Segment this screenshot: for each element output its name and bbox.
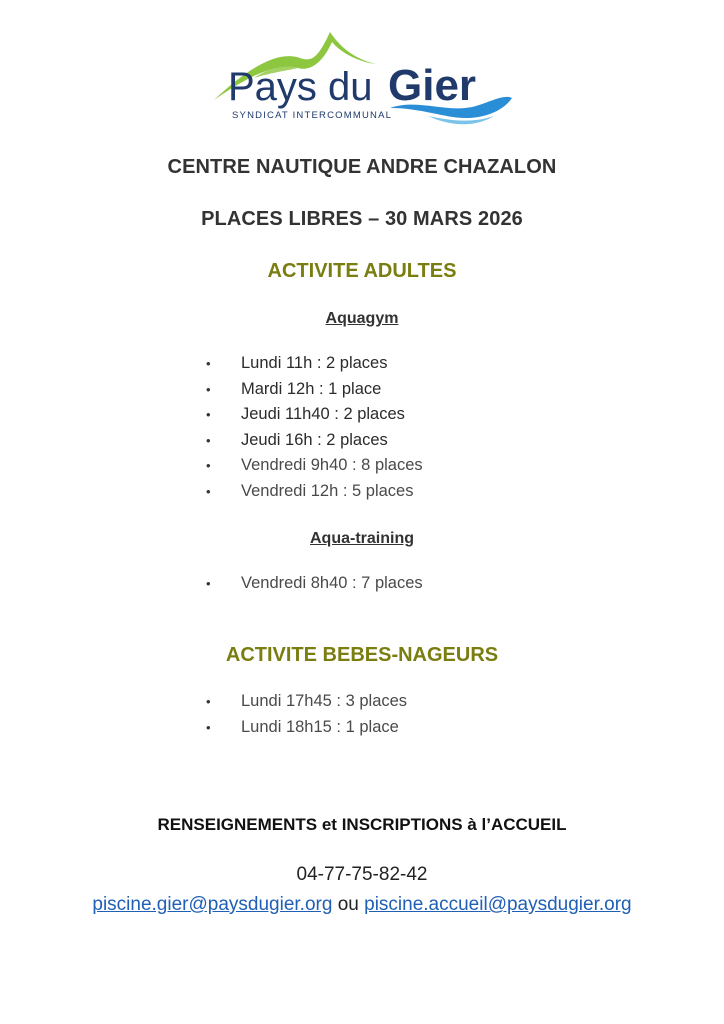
slot-text: Lundi 11h : 2 places xyxy=(241,354,388,372)
logo-text-pays-du: Pays du xyxy=(228,65,373,109)
email-link-gier[interactable]: piscine.gier@paysdugier.org xyxy=(92,894,333,915)
slot-text: Lundi 18h15 : 1 place xyxy=(241,717,399,736)
list-item xyxy=(0,402,423,428)
slot-text: Vendredi 8h40 : 7 places xyxy=(241,574,423,592)
email-line xyxy=(0,894,724,916)
bullet-icon: • xyxy=(206,381,211,397)
bullet-icon: • xyxy=(206,458,211,474)
section-heading-adults: ACTIVITE ADULTES xyxy=(267,260,457,282)
page-title: CENTRE NAUTIQUE ANDRE CHAZALON xyxy=(167,156,557,178)
list-item xyxy=(0,428,423,454)
slot-text: Jeudi 11h40 : 2 places xyxy=(241,405,405,424)
subsection-title-aquagym: Aquagym xyxy=(325,310,399,327)
list-item xyxy=(0,689,407,715)
bullet-icon: • xyxy=(206,432,211,448)
logo-text-gier: Gier xyxy=(388,61,477,110)
aquagym-slot-list xyxy=(0,351,423,505)
slot-text: Mardi 12h : 1 place xyxy=(241,379,382,398)
logo-tagline: SYNDICAT INTERCOMMUNAL xyxy=(232,110,393,121)
list-item xyxy=(0,453,423,479)
bullet-icon: • xyxy=(206,719,211,735)
slot-text: Vendredi 12h : 5 places xyxy=(241,481,414,500)
list-item xyxy=(0,377,423,403)
subsection-title-aquatraining: Aqua-training xyxy=(310,530,414,547)
slot-text: Jeudi 16h : 2 places xyxy=(241,430,388,449)
slot-text: Vendredi 9h40 : 8 places xyxy=(241,456,423,475)
email-separator: ou xyxy=(337,894,359,915)
list-item xyxy=(0,715,407,741)
phone-number: 04-77-75-82-42 xyxy=(296,864,428,885)
aquatraining-slot-list xyxy=(0,571,423,597)
babies-slot-list xyxy=(0,689,407,740)
section-heading-babies: ACTIVITE BEBES-NAGEURS xyxy=(225,644,499,666)
bullet-icon: • xyxy=(206,407,211,423)
pays-du-gier-logo xyxy=(208,28,518,128)
list-item xyxy=(0,351,423,377)
bullet-icon: • xyxy=(206,483,211,499)
list-item xyxy=(0,571,423,597)
page-subtitle: PLACES LIBRES – 30 MARS 2026 xyxy=(201,208,523,230)
list-item xyxy=(0,479,423,505)
logo-graphic xyxy=(208,28,518,128)
email-link-accueil[interactable]: piscine.accueil@paysdugier.org xyxy=(364,894,632,915)
bullet-icon: • xyxy=(206,356,211,371)
contact-heading: RENSEIGNEMENTS et INSCRIPTIONS à l’ACCUEIL xyxy=(157,815,567,834)
slot-text: Lundi 17h45 : 3 places xyxy=(241,692,408,710)
bullet-icon: • xyxy=(206,694,211,709)
bullet-icon: • xyxy=(206,576,211,591)
